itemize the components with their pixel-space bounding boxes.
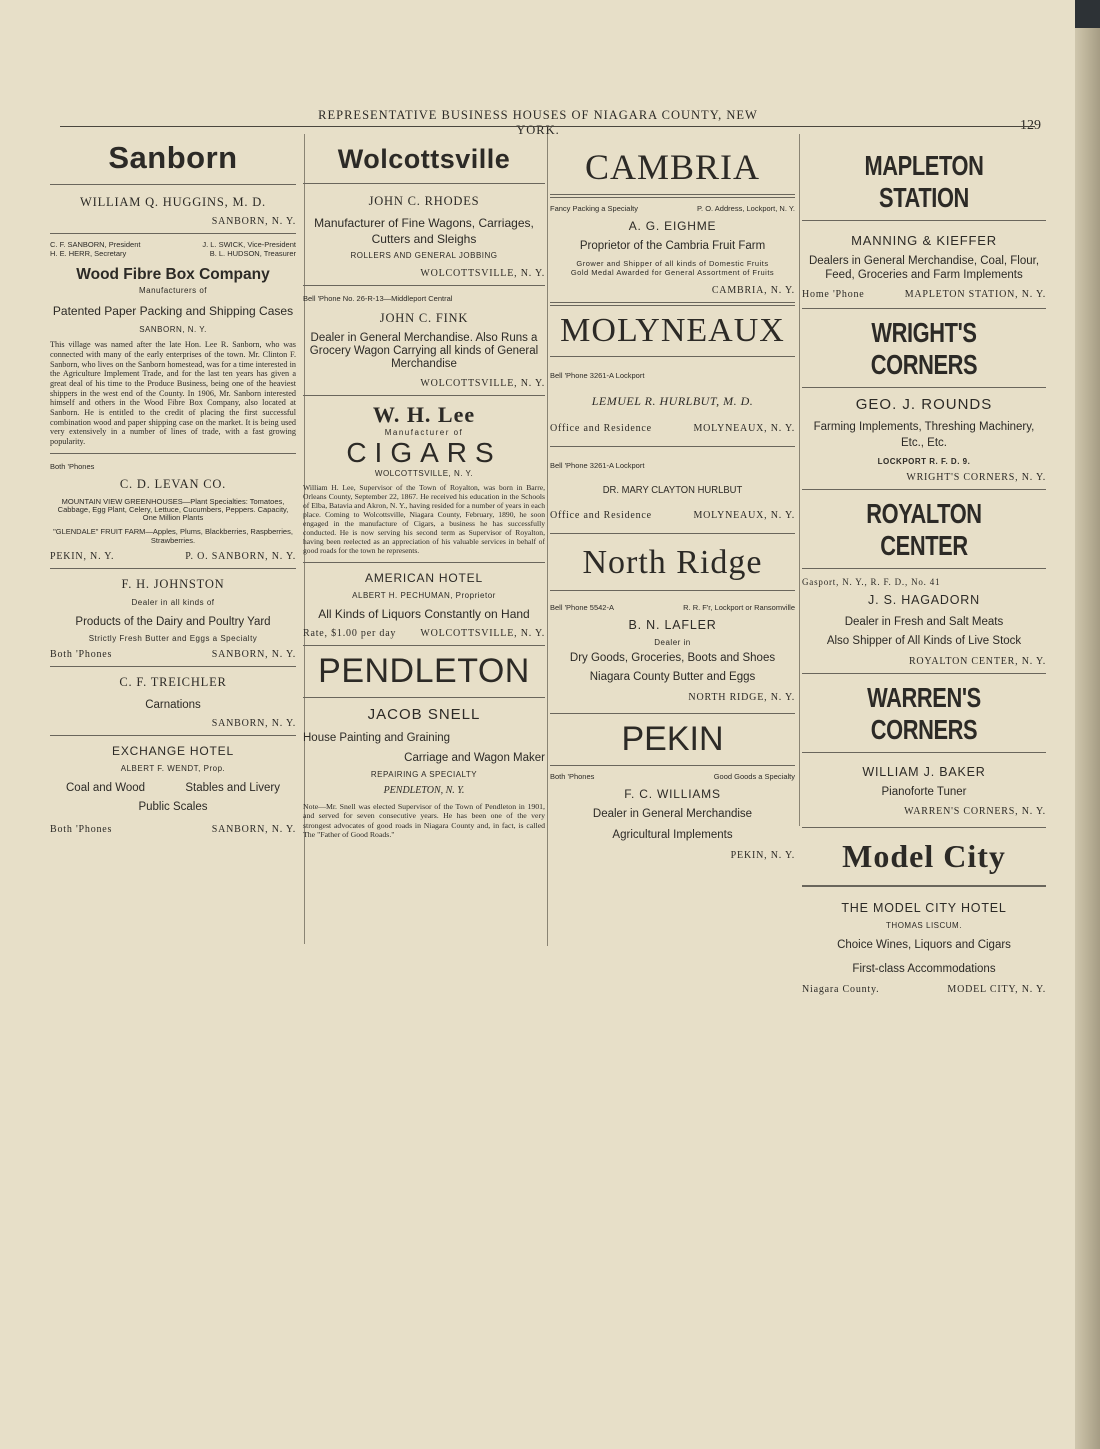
ad-sub: Gold Medal Awarded for General Assortment of Fruits [570,267,775,277]
ad-place: PEKIN, N. Y. [50,550,115,562]
ad-phones: Both 'Phones [550,771,595,781]
ad-place: MAPLETON STATION, N. Y. [904,288,1046,300]
ad-prop: ALBERT F. WENDT, Prop. [120,763,226,773]
ad-prop: ALBERT H. PECHUMAN, Proprietor [352,590,496,600]
ad-line: Dealers in General Merchandise, Coal, Flour, Feed, Groceries and Farm Implements [808,255,1040,282]
ad-place: MODEL CITY, N. Y. [947,983,1046,995]
ad-sub: ROLLERS AND GENERAL JOBBING [350,251,498,261]
section-heading: CAMBRIA [584,147,761,187]
ad-office: Office and Residence [550,422,652,434]
column-sanborn [50,134,296,839]
ad-phone: Bell 'Phone 5542-A [550,602,614,612]
section-heading: Sanborn [108,140,238,175]
ad-sub: Dealer in all kinds of [131,597,215,607]
ad-service: Public Scales [138,801,208,814]
section-heading: MAPLETON STATION [864,150,984,213]
divider [550,194,795,198]
ad-name: WILLIAM J. BAKER [862,764,986,779]
ad-sub: Grower and Shipper of all kinds of Domestic Fruits [576,258,769,268]
ad-line: MOUNTAIN VIEW GREENHOUSES—Plant Specialties: Tomatoes, Cabbage, Egg Plant, Celery, Lettuce, Cucumbers, Peppers. Capacity, One Million Plants [57,496,289,523]
ad-place: NORTH RIDGE, N. Y. [688,691,795,703]
column-cambria [550,134,795,865]
ad-specialty: Fancy Packing a Specialty [550,204,638,213]
ad-phone: Bell 'Phone 3261-A Lockport [550,460,645,470]
ad-office: Office and Residence [550,509,652,521]
section-heading: Wolcottsville [337,144,511,174]
divider [303,395,545,396]
ad-line: Manufacturer of Fine Wagons, Carriages, Cutters and Sleighs [314,216,534,247]
ad-footer [802,289,1046,300]
ad-name: WILLIAM Q. HUGGINS, M. D. [80,195,266,209]
ad-place: CAMBRIA, N. Y. [711,284,795,296]
history-paragraph: This village was named after the late Hon. Lee R. Sanborn, who was connected with many of the early enterprises of the town. Mr. Clinton F. Sanborn, who lives on the Sanborn homestead, was for a time interested in the Agriculture Implement Trade, and for the last ten years has given a great deal of his time to the Produce Business, being one of the heaviest shippers in the west end of the County. In 1906, Mr. Sanborn interested himself and others in the Wood Fibre Box Company, also located at Sanborn. He is entitled to the credit of placing the first successful combination wood and paper shipping case on the market. It is being used very extensively in a number of lines of trade, with a fast growing popularity. [50,340,296,446]
ad-name: B. N. LAFLER [628,617,717,632]
ad-sub: LOCKPORT R. F. D. 9. [877,456,971,466]
ad-place: WRIGHT'S CORNERS, N. Y. [906,471,1046,483]
ad-place: WOLCOTTSVILLE, N. Y. [420,268,545,280]
section-heading: Model City [842,838,1006,875]
officers-row [50,240,296,249]
note-paragraph: Note—Mr. Snell was elected Supervisor of the Town of Pendleton in 1901, and served for seven consecutive years. He has been one of the very strongest advocates of good roads in Niagara County and, in fact, is called The "Father of Good Roads." [303,802,545,839]
ad-place: SANBORN, N. Y. [139,325,207,335]
running-header: REPRESENTATIVE BUSINESS HOUSES OF NIAGARA COUNTY, NEW YORK. [318,108,758,137]
divider [303,183,545,184]
officer: J. L. SWICK, Vice-President [202,240,296,249]
ad-sub: Dealer in [654,637,691,647]
ad-phone: Bell 'Phone No. 26-R-13—Middleport Central [303,294,453,304]
divider [550,302,795,306]
ad-place: PENDLETON, N. Y. [383,785,465,797]
ad-title: W. H. Lee [372,402,476,428]
ad-top-row [550,772,795,781]
ad-line: Dry Goods, Groceries, Boots and Shoes [569,651,776,664]
divider [802,885,1046,887]
ad-line: Proprietor of the Cambria Fruit Farm [579,240,766,252]
section-heading: WARREN'S CORNERS [867,681,981,745]
ad-line: Dealer in General Merchandise [592,807,753,820]
ad-line: Also Shipper of All Kinds of Live Stock [826,635,1022,648]
ad-phones: Both 'Phones [50,823,113,835]
ad-name: C. D. LEVAN CO. [119,476,227,491]
section-heading: ROYALTON CENTER [866,497,982,561]
divider [50,453,296,454]
ad-footer [50,824,296,835]
section-heading: PEKIN [621,719,724,758]
ad-sub: Manufacturers of [138,286,208,295]
divider [802,827,1046,828]
section-heading: MOLYNEAUX [560,311,785,349]
ad-prop: THOMAS LISCUM. [886,921,962,931]
ad-place: SANBORN, N. Y. [211,649,296,661]
column-wolcottsville [303,134,545,845]
divider [802,308,1046,309]
ad-name: J. S. HAGADORN [868,592,980,607]
ad-product: CIGARS [346,437,502,469]
ad-name: F. C. WILLIAMS [624,786,721,801]
divider [550,765,795,766]
officer: H. E. HERR, Secretary [50,249,127,258]
ad-name: MANNING & KIEFFER [851,233,997,248]
ad-product: Carnations [145,699,201,712]
ad-line: Carriage and Wagon Maker [404,751,545,764]
ad-name: LEMUEL R. HURLBUT, M. D. [591,393,754,408]
ad-phones: Both 'Phones [50,461,95,471]
ad-place: WOLCOTTSVILLE, N. Y. [420,378,545,390]
ad-footer [802,984,1046,995]
ad-address: R. R. F'r, Lockport or Ransomville [683,602,795,612]
section-heading: PENDLETON [318,652,530,691]
ad-footer [550,510,795,521]
ad-footer [50,551,296,562]
ad-footer [550,423,795,434]
column-divider [547,134,548,946]
ad-sub: REPAIRING A SPECIALTY [370,770,478,780]
page-number: 129 [1020,118,1041,133]
ad-phone: Bell 'Phone 3261-A Lockport [550,370,645,380]
ad-name: AMERICAN HOTEL [365,570,483,585]
page-edge [1075,28,1100,1449]
ad-line: Niagara County Butter and Eggs [589,671,756,684]
divider [50,568,296,569]
ad-line: Choice Wines, Liquors and Cigars [837,939,1011,952]
header-rule [60,126,1035,127]
ad-name: EXCHANGE HOTEL [112,743,234,758]
ad-line: House Painting and Graining [303,732,451,745]
ad-name: DR. MARY CLAYTON HURLBUT [602,483,743,496]
ad-place: SANBORN, N. Y. [211,216,296,227]
divider [802,489,1046,490]
ad-footer [303,628,545,639]
ad-product: Products of the Dairy and Poultry Yard [75,615,271,628]
ad-place: MOLYNEAUX, N. Y. [693,509,795,521]
ad-line: "GLENDALE" FRUIT FARM—Apples, Plums, Blackberries, Raspberries, Strawberries. [53,527,293,545]
officer: C. F. SANBORN, President [50,240,141,249]
ad-service: Stables and Livery [185,781,280,794]
ad-place: ROYALTON CENTER, N. Y. [908,655,1046,667]
column-divider [799,134,800,826]
ad-line: Pianoforte Tuner [881,785,967,798]
ad-services [66,781,280,797]
ad-county: Niagara County. [802,983,880,995]
ad-phones: Both 'Phones [50,649,113,661]
bio-paragraph: William H. Lee, Supervisor of the Town of Royalton, was born in Barre, Orleans County, September 22, 1867. He received his education in the Schools of Elba, Batavia and Akron, N. Y., having resided for a number of years in each place. Coming to Wolcottsville, Niagara County, February, 1890, he soon engaged in the manufacture of Cigars, a business he has successfully conducted. He is now serving his second term as Supervisor of Royalton, having been reelected as an appreciation of his valuable services in behalf of good roads for the town he represents. [303,483,545,555]
ad-sub: Manufacturer of [384,428,464,438]
divider [802,220,1046,221]
ad-place: SANBORN, N. Y. [211,823,296,835]
divider [802,568,1046,569]
ad-footer [50,649,296,660]
divider [550,356,795,357]
ad-line: Dealer in Fresh and Salt Meats [844,615,1004,628]
divider [802,387,1046,388]
ad-line: Agricultural Implements [612,829,733,842]
ad-address: Gasport, N. Y., R. F. D., No. 41 [802,576,941,587]
divider [802,673,1046,674]
officer: B. L. HUDSON, Treasurer [209,249,296,258]
ad-name: GEO. J. ROUNDS [855,395,993,413]
ad-name: JOHN C. FINK [379,311,469,326]
column-mapleton [802,134,1046,999]
ad-place: WARREN'S CORNERS, N. Y. [904,806,1046,818]
ad-name: F. H. JOHNSTON [121,576,225,591]
ad-top-row [550,603,795,612]
ad-note: Strictly Fresh Butter and Eggs a Specialty [88,634,258,644]
divider [50,666,296,667]
divider [50,184,296,185]
divider [550,590,795,591]
ad-specialty: Good Goods a Specialty [713,771,795,781]
ad-product: Patented Paper Packing and Shipping Cases [52,304,294,318]
divider [303,285,545,286]
divider [550,446,795,447]
ad-phone: Home 'Phone [802,288,865,300]
divider [802,752,1046,753]
ad-name: A. G. EIGHME [628,219,717,233]
section-heading: North Ridge [582,543,763,581]
ad-address: P. O. Address, Lockport, N. Y. [697,204,795,213]
ad-line: Dealer in General Merchandise. Also Runs a Grocery Wagon Carrying all kinds of General Merchandise [309,332,539,370]
ad-place: PEKIN, N. Y. [730,849,795,861]
ad-name: JOHN C. RHODES [368,194,480,208]
ad-place: SANBORN, N. Y. [211,717,296,729]
ad-line: All Kinds of Liquors Constantly on Hand [318,606,530,621]
ad-name: THE MODEL CITY HOTEL [841,901,1007,916]
ad-top-row [550,204,795,213]
ad-place: P. O. SANBORN, N. Y. [185,550,296,562]
section-heading: WRIGHT'S CORNERS [870,316,978,380]
ad-service: Coal and Wood [66,781,146,794]
divider [550,533,795,534]
ad-rate: Rate, $1.00 per day [303,628,397,640]
divider [50,233,296,234]
divider [550,713,795,714]
divider [303,645,545,646]
ad-line: Farming Implements, Threshing Machinery, Etc., Etc. [813,420,1035,449]
ad-name: JACOB SNELL [367,706,481,724]
ad-place: MOLYNEAUX, N. Y. [693,422,795,434]
ad-line: First-class Accommodations [852,963,996,975]
ad-title: Wood Fibre Box Company [76,266,270,283]
ad-place: WOLCOTTSVILLE, N. Y. [374,469,474,479]
divider [303,697,545,698]
ad-name: C. F. TREICHLER [119,675,227,690]
ad-place: WOLCOTTSVILLE, N. Y. [420,628,545,640]
divider [50,735,296,736]
divider [303,562,545,563]
officers-row [50,249,296,258]
